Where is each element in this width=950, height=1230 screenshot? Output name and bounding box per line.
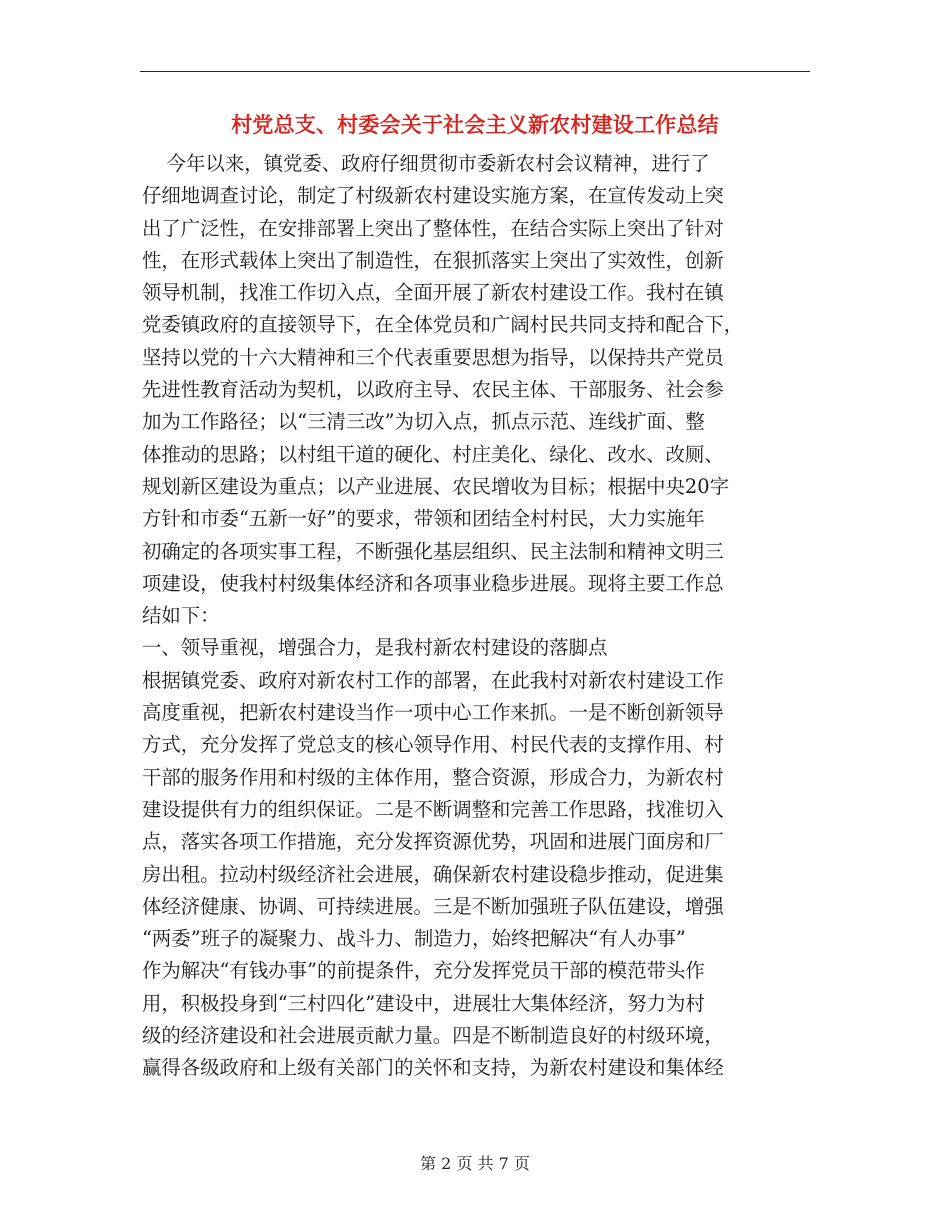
body-line: 一、领导重视，增强合力，是我村新农村建设的落脚点 [142, 636, 608, 660]
body-line: 体经济健康、协调、可持续进展。三是不断加强班子队伍建设，增强 [142, 894, 724, 918]
body-line: 级的经济建设和社会进展贡献力量。四是不断制造良好的村级环境， [142, 1024, 724, 1048]
body-line: 规划新区建设为重点；以产业进展、农民增收为目标；根据中央20字 [142, 474, 730, 498]
body-line: 体推动的思路；以村组干道的硬化、村庄美化、绿化、改水、改厕、 [142, 442, 724, 466]
body-line: 干部的服务作用和村级的主体作用，整合资源，形成合力，为新农村 [142, 765, 724, 789]
body-line: 出了广泛性，在安排部署上突出了整体性，在结合实际上突出了针对 [142, 216, 724, 240]
body-line: 坚持以党的十六大精神和三个代表重要思想为指导，以保持共产党员 [142, 345, 724, 369]
body-line: 仔细地调查讨论，制定了村级新农村建设实施方案，在宣传发动上突 [142, 184, 724, 208]
body-line: 点，落实各项工作措施，充分发挥资源优势，巩固和进展门面房和厂 [142, 830, 724, 854]
body-line: 赢得各级政府和上级有关部门的关怀和支持，为新农村建设和集体经 [142, 1056, 724, 1080]
body-line: 先进性教育活动为契机，以政府主导、农民主体、干部服务、社会参 [142, 378, 724, 402]
header-rule [140, 71, 810, 72]
body-line: 性，在形式载体上突出了制造性，在狠抓落实上突出了实效性，创新 [142, 248, 724, 272]
document-title: 村党总支、村委会关于社会主义新农村建设工作总结 [231, 112, 719, 137]
body-line: 房出租。拉动村级经济社会进展，确保新农村建设稳步推动，促进集 [142, 862, 724, 886]
body-line: 领导机制，找准工作切入点，全面开展了新农村建设工作。我村在镇 [142, 281, 724, 305]
body-line: 加为工作路径；以“三清三改”为切入点，抓点示范、连线扩面、整 [142, 410, 705, 434]
body-line: 方式，充分发挥了党总支的核心领导作用、村民代表的支撑作用、村 [142, 733, 724, 757]
body-line: 作为解决“有钱办事”的前提条件，充分发挥党员干部的模范带头作 [142, 959, 705, 983]
body-line: 高度重视，把新农村建设当作一项中心工作来抓。一是不断创新领导 [142, 701, 724, 725]
body-line: 结如下： [142, 604, 220, 628]
body-line: 用，积极投身到“三村四化”建设中，进展壮大集体经济，努力为村 [142, 991, 705, 1015]
body-line: 党委镇政府的直接领导下，在全体党员和广阔村民共同支持和配合下， [142, 313, 744, 337]
body-line: “两委”班子的凝聚力、战斗力、制造力，始终把解决“有人办事” [142, 927, 686, 951]
body-line: 根据镇党委、政府对新农村工作的部署，在此我村对新农村建设工作 [142, 668, 724, 692]
document-body [142, 148, 810, 1085]
body-line: 初确定的各项实事工程，不断强化基层组织、民主法制和精神文明三 [142, 539, 724, 563]
body-line: 项建设，使我村村级集体经济和各项事业稳步进展。现将主要工作总 [142, 571, 724, 595]
body-line: 方针和市委“五新一好”的要求，带领和团结全村村民，大力实施年 [142, 507, 705, 531]
page-footer: 第 2 页 共 7 页 [420, 1154, 530, 1173]
body-line: 建设提供有力的组织保证。二是不断调整和完善工作思路，找准切入 [142, 797, 724, 821]
body-line: 今年以来，镇党委、政府仔细贯彻市委新农村会议精神，进行了 [142, 152, 710, 175]
